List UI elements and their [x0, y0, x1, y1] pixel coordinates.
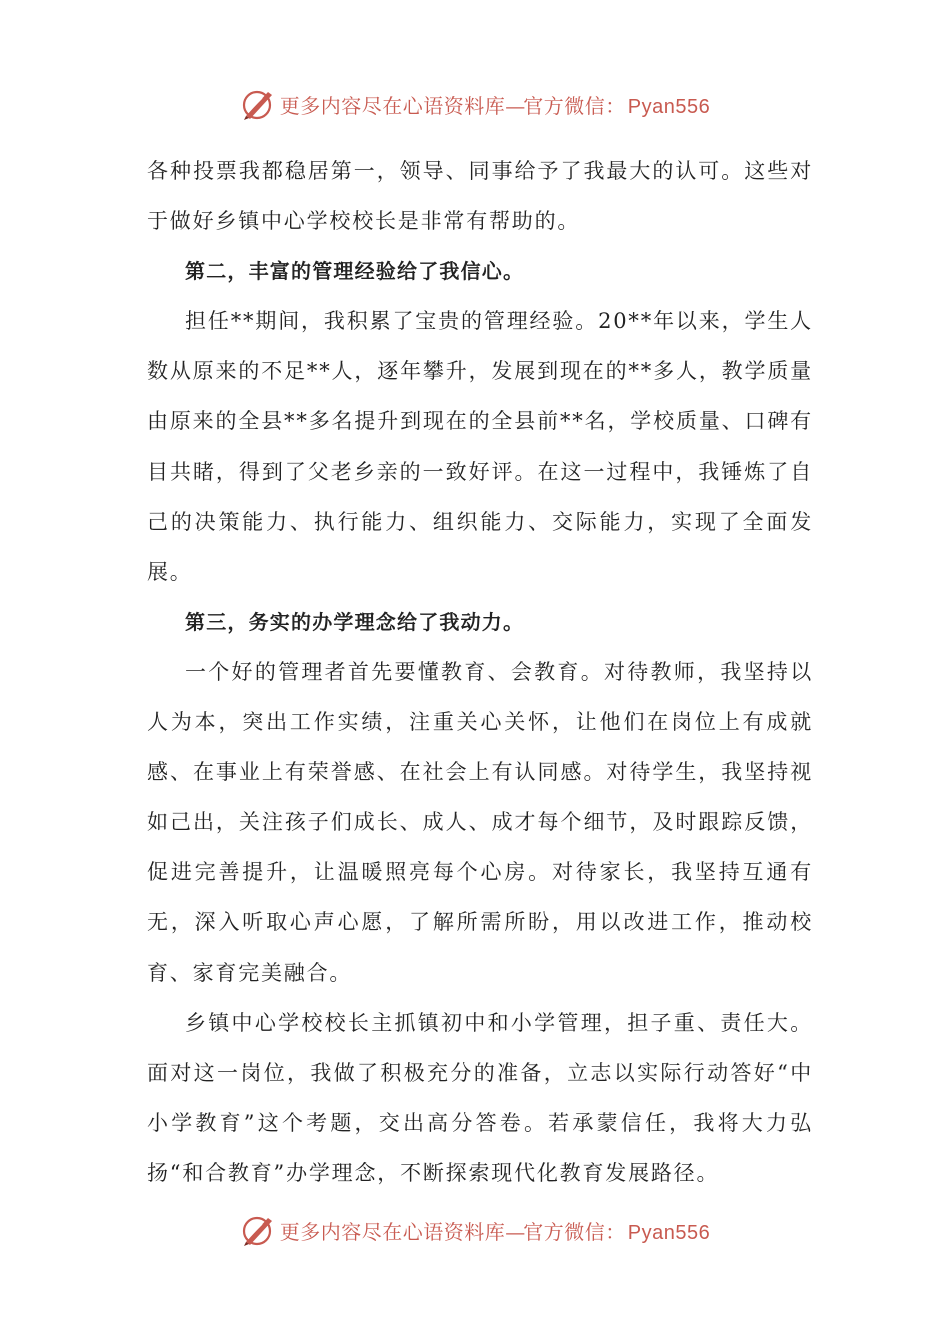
banner-official-label: 官方微信：: [523, 1219, 626, 1244]
paragraph-1: 各种投票我都稳居第一，领导、同事给予了我最大的认可。这些对于做好乡镇中心学校校长是非常有帮助的。: [147, 159, 813, 234]
pen-logo-icon: [240, 86, 276, 122]
footer-banner: [0, 1210, 950, 1250]
banner-official-label: 官方微信：: [523, 93, 626, 118]
banner-wechat-id: Pyan556: [627, 95, 711, 118]
banner-title: 更多内容尽在心语资料库: [279, 93, 506, 118]
banner-wechat-id: Pyan556: [627, 1221, 711, 1244]
banner-dash: —: [505, 93, 524, 118]
banner-text: [280, 90, 710, 119]
header-banner: [0, 84, 950, 124]
document-body: [147, 146, 813, 1198]
paragraph-3: 一个好的管理者首先要懂教育、会教育。对待教师，我坚持以人为本，突出工作实绩，注重关心关怀，让他们在岗位上有成就感、在事业上有荣誉感、在社会上有认同感。对待学生，我坚持视如己出，关注孩子们成长、成人、成才每个细节，及时跟踪反馈，促进完善提升，让温暖照亮每个心房。对待家长，我坚持互通有无，深入听取心声心愿，了解所需所盼，用以改进工作，推动校育、家育完美融合。: [147, 659, 813, 985]
banner-title: 更多内容尽在心语资料库: [279, 1219, 506, 1244]
paragraph-4: 乡镇中心学校校长主抓镇初中和小学管理，担子重、责任大。面对这一岗位，我做了积极充分的准备，立志以实际行动答好“中小学教育”这个考题，交出高分答卷。若承蒙信任，我将大力弘扬“和合教育”办学理念，不断探索现代化教育发展路径。: [147, 1010, 813, 1185]
pen-logo-icon: [240, 1212, 276, 1248]
banner-dash: —: [505, 1219, 524, 1244]
banner-text: [280, 1216, 710, 1245]
heading-3: 第三，务实的办学理念给了我动力。: [185, 609, 525, 634]
heading-2: 第二，丰富的管理经验给了我信心。: [185, 259, 525, 284]
paragraph-2: 担任**期间，我积累了宝贵的管理经验。20**年以来，学生人数从原来的不足**人，逐年攀升，发展到现在的**多人，教学质量由原来的全县**多名提升到现在的全县前**名，学校质量、口碑有目共睹，得到了父老乡亲的一致好评。在这一过程中，我锤炼了自己的决策能力、执行能力、组织能力、交际能力，实现了全面发展。: [147, 309, 813, 584]
